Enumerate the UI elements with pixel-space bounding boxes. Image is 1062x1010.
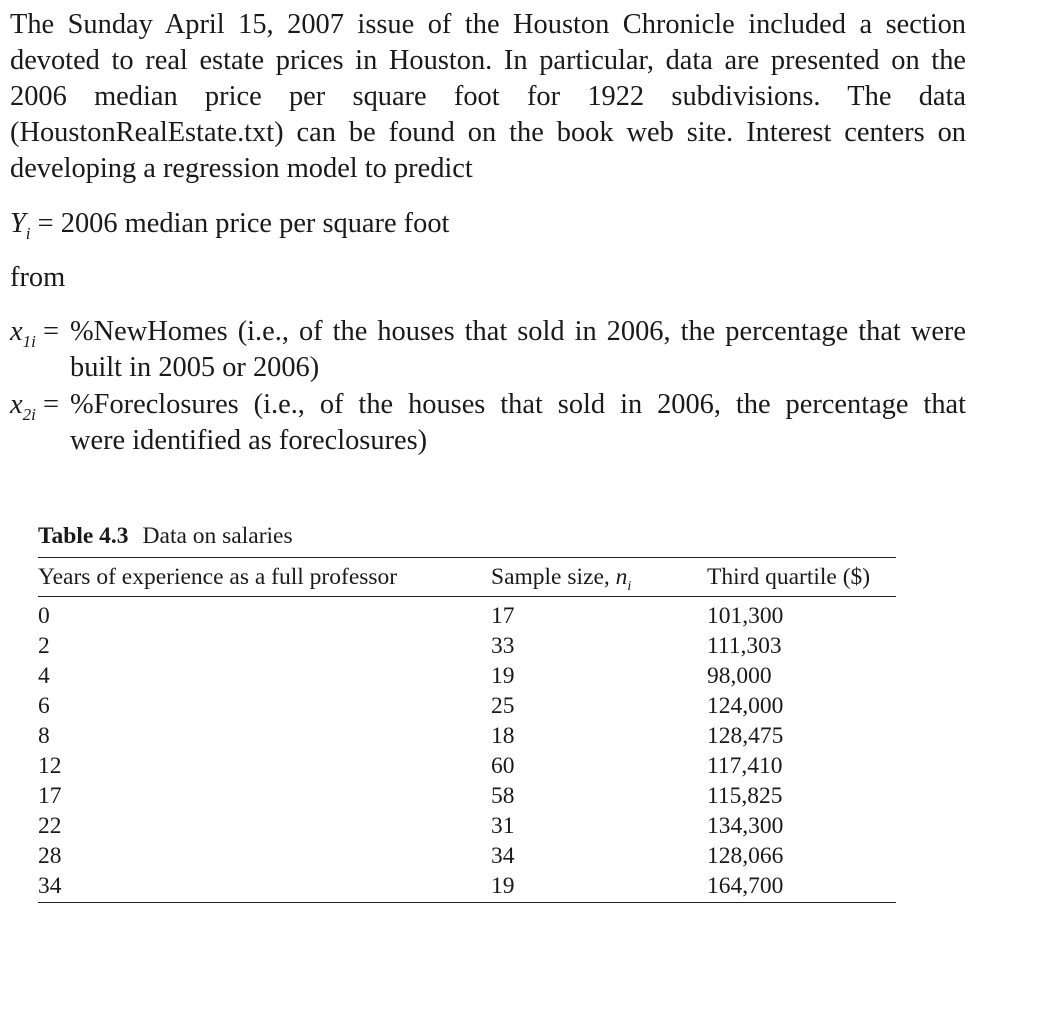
table-header-rule xyxy=(38,596,896,597)
table-bottom-rule xyxy=(38,902,896,903)
header-sample-size-text: Sample size, xyxy=(491,564,616,590)
response-equals: = xyxy=(30,208,61,239)
cell-third-quartile: 128,475 xyxy=(707,723,784,749)
cell-sample-size: 18 xyxy=(491,723,515,749)
cell-years: 0 xyxy=(38,603,50,629)
predictor-equals: = xyxy=(35,389,67,420)
header-years-experience: Years of experience as a full professor xyxy=(38,564,398,590)
response-text: 2006 median price per square foot xyxy=(60,208,450,239)
cell-sample-size: 17 xyxy=(491,603,515,629)
cell-third-quartile: 98,000 xyxy=(707,663,772,689)
paragraph-line: (HoustonRealEstate.txt) can be found on the book web site. Interest centers on xyxy=(10,117,966,148)
predictor-definition-1 xyxy=(10,314,966,386)
header-sample-size-subscript: i xyxy=(627,579,632,594)
cell-years: 22 xyxy=(38,813,62,839)
table-caption xyxy=(38,521,293,551)
paragraph-line: The Sunday April 15, 2007 issue of the Houston Chronicle included a section xyxy=(10,9,966,40)
cell-sample-size: 19 xyxy=(491,663,515,689)
cell-third-quartile: 101,300 xyxy=(707,603,784,629)
table-title: Data on salaries xyxy=(142,523,293,549)
cell-third-quartile: 117,410 xyxy=(707,753,783,779)
cell-years: 12 xyxy=(38,753,62,779)
cell-sample-size: 60 xyxy=(491,753,515,779)
paragraph-line: devoted to real estate prices in Houston. In particular, data are presented on the xyxy=(10,45,966,76)
predictor-subscript: 1i xyxy=(22,332,36,351)
cell-years: 6 xyxy=(38,693,50,719)
predictor-symbol-1 xyxy=(10,314,66,350)
predictor-letter: x xyxy=(10,389,23,420)
cell-sample-size: 58 xyxy=(491,783,515,809)
response-symbol: Y xyxy=(10,208,26,239)
paragraph-line: 2006 median price per square foot for 1922 subdivisions. The data xyxy=(10,81,966,112)
predictor-line: %NewHomes (i.e., of the houses that sold in 2006, the percentage that were xyxy=(70,316,966,347)
cell-sample-size: 25 xyxy=(491,693,515,719)
predictor-equals: = xyxy=(35,316,67,347)
cell-sample-size: 19 xyxy=(491,873,515,899)
intro-paragraph xyxy=(10,7,966,187)
header-sample-size xyxy=(491,562,631,592)
table-number: Table 4.3 xyxy=(38,523,129,549)
cell-sample-size: 34 xyxy=(491,843,515,869)
predictor-subscript: 2i xyxy=(22,405,36,424)
cell-sample-size: 33 xyxy=(491,633,515,659)
header-third-quartile: Third quartile ($) xyxy=(707,564,871,590)
cell-years: 2 xyxy=(38,633,50,659)
cell-years: 17 xyxy=(38,783,62,809)
predictor-line: %Foreclosures (i.e., of the houses that sold in 2006, the percentage that xyxy=(70,389,966,420)
header-sample-size-symbol: n xyxy=(615,564,628,590)
cell-third-quartile: 111,303 xyxy=(707,633,782,659)
cell-years: 28 xyxy=(38,843,62,869)
table-top-rule xyxy=(38,557,896,558)
cell-third-quartile: 124,000 xyxy=(707,693,784,719)
cell-third-quartile: 134,300 xyxy=(707,813,784,839)
predictor-symbol-2 xyxy=(10,387,66,423)
cell-third-quartile: 164,700 xyxy=(707,873,784,899)
predictor-line: were identified as foreclosures) xyxy=(70,425,428,456)
cell-sample-size: 31 xyxy=(491,813,515,839)
cell-third-quartile: 115,825 xyxy=(707,783,783,809)
predictor-line: built in 2005 or 2006) xyxy=(70,352,320,383)
predictor-definition-2 xyxy=(10,387,966,459)
predictor-letter: x xyxy=(10,316,23,347)
paragraph-line: developing a regression model to predict xyxy=(10,153,473,184)
response-equation xyxy=(10,206,449,242)
response-subscript: i xyxy=(25,224,31,243)
from-label: from xyxy=(10,262,66,293)
cell-years: 34 xyxy=(38,873,62,899)
cell-third-quartile: 128,066 xyxy=(707,843,784,869)
cell-years: 4 xyxy=(38,663,50,689)
cell-years: 8 xyxy=(38,723,50,749)
